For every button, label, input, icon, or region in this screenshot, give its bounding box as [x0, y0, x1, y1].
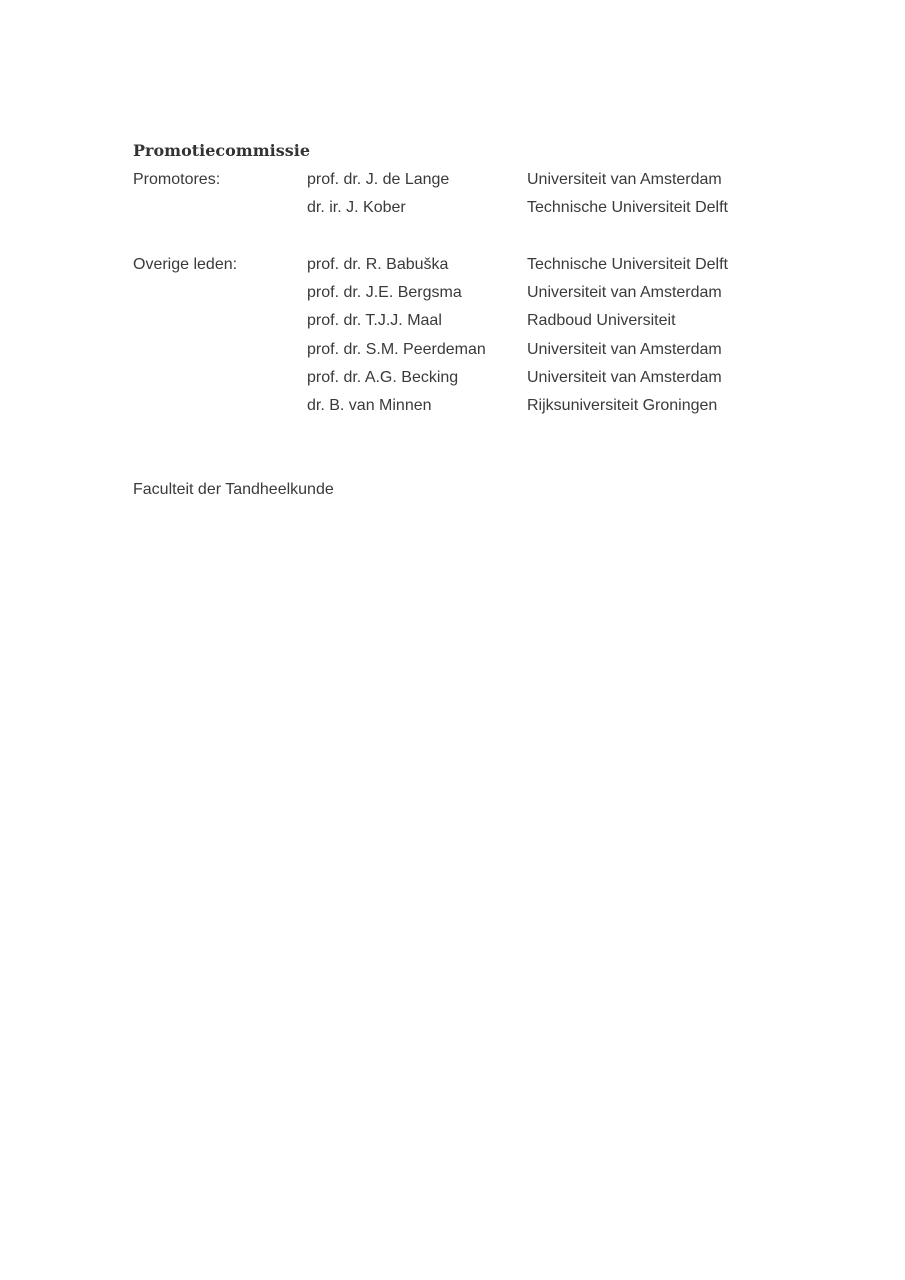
committee-row: [133, 395, 833, 423]
overige-leden-label: Overige leden:: [133, 256, 238, 273]
member-name: dr. ir. J. Kober: [307, 199, 406, 217]
member-institution: Radboud Universiteit: [527, 312, 676, 330]
member-institution: Universiteit van Amsterdam: [527, 171, 722, 188]
committee-row: [133, 197, 833, 225]
faculty-name: Faculteit der Tandheelkunde: [133, 481, 334, 498]
committee-row: [133, 254, 833, 282]
committee-row: [133, 282, 833, 310]
member-name: prof. dr. J.E. Bergsma: [307, 284, 462, 302]
promotores-label: Promotores:: [133, 171, 221, 188]
member-name: prof. dr. A.G. Becking: [307, 368, 459, 386]
member-name: prof. dr. J. de Lange: [307, 171, 450, 188]
committee-row: [133, 310, 833, 338]
committee-row: [133, 339, 833, 367]
member-name: prof. dr. R. Babuška: [307, 256, 449, 273]
member-institution: Rijksuniversiteit Groningen: [527, 396, 718, 414]
member-name: prof. dr. S.M. Peerdeman: [307, 340, 486, 358]
member-institution: Universiteit van Amsterdam: [527, 284, 722, 302]
member-institution: Technische Universiteit Delft: [527, 199, 728, 217]
committee-row: [133, 367, 833, 395]
member-name: dr. B. van Minnen: [307, 396, 432, 414]
member-name: prof. dr. T.J.J. Maal: [307, 312, 442, 330]
member-institution: Technische Universiteit Delft: [527, 256, 728, 273]
promotores-group: [133, 169, 833, 225]
member-institution: Universiteit van Amsterdam: [527, 340, 722, 358]
committee-row: [133, 169, 833, 197]
member-institution: Universiteit van Amsterdam: [527, 368, 722, 386]
committee-heading: Promotiecommissie: [133, 141, 311, 160]
overige-leden-group: [133, 254, 833, 423]
